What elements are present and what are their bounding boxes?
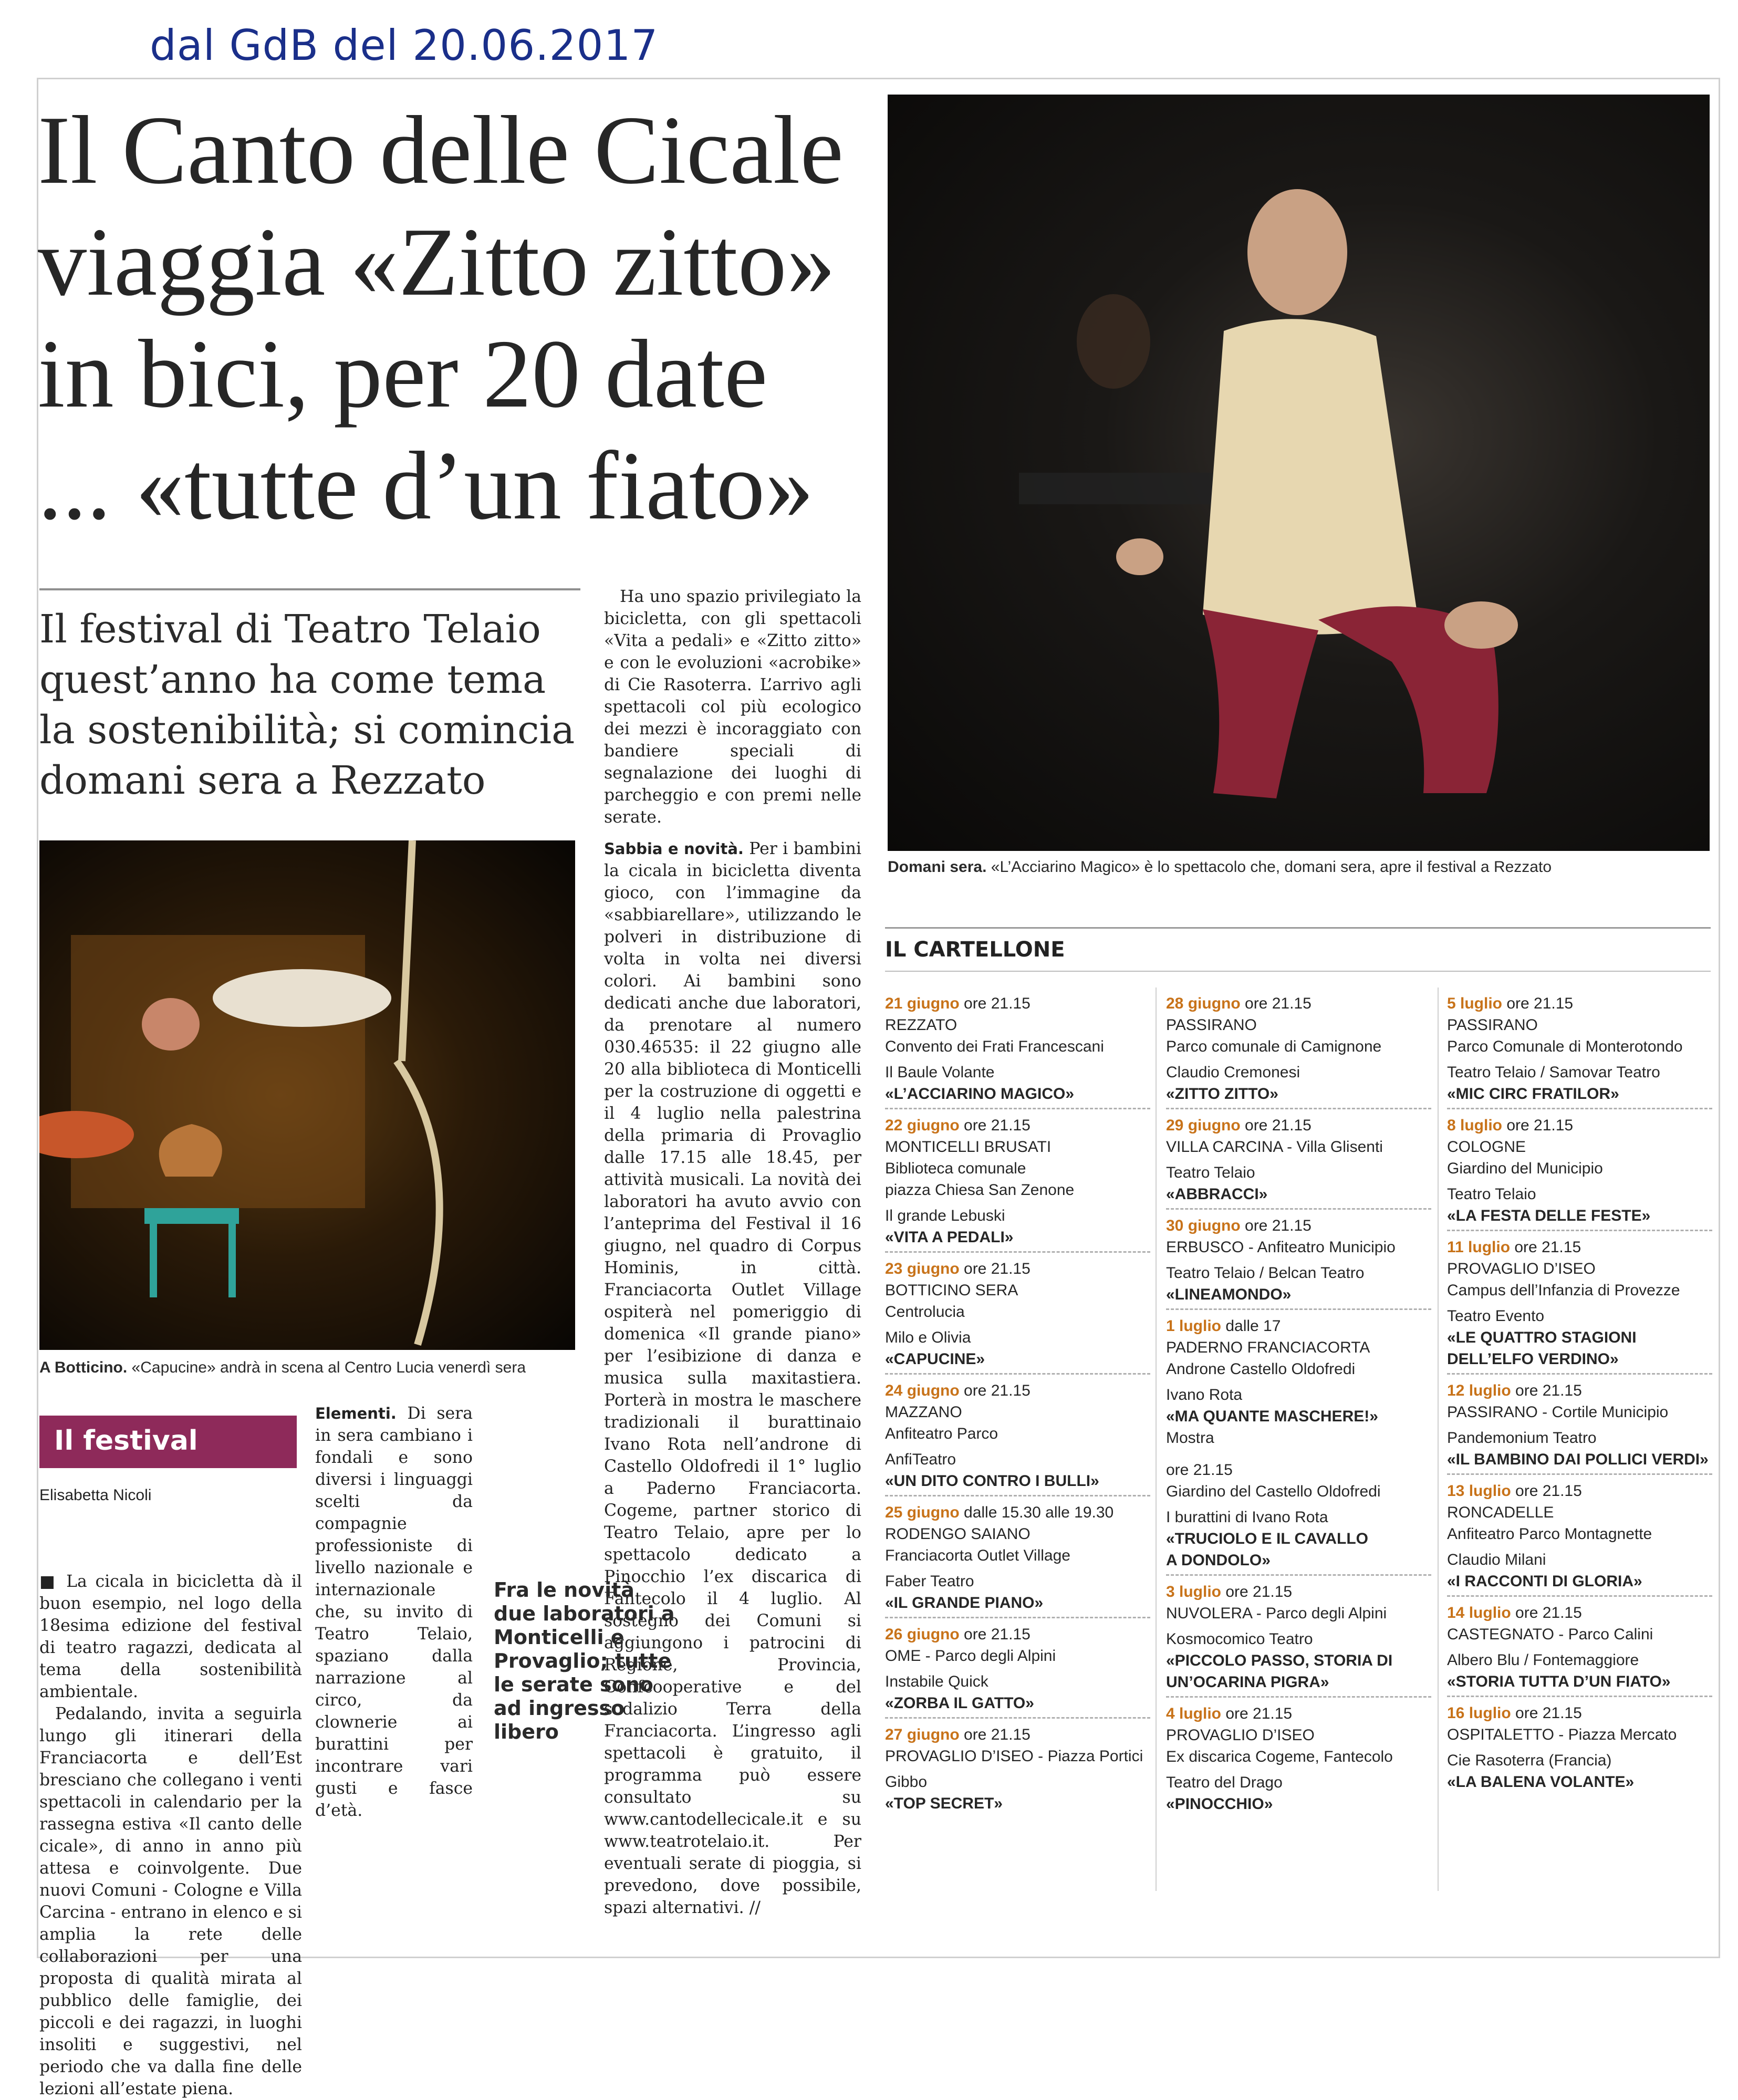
acrobat-photo <box>39 840 575 1350</box>
event-listing <box>1447 1115 1712 1231</box>
performer-photo-caption <box>888 857 1552 877</box>
event-listing <box>1447 1380 1712 1475</box>
acrobat-photo-illustration <box>39 840 575 1350</box>
event-show-title: A DONDOLO» <box>1166 1552 1271 1569</box>
event-venue: MONTICELLI BRUSATI <box>885 1138 1052 1156</box>
caption-text: «Capucine» andrà in scena al Centro Lucia venerdì sera <box>127 1359 526 1376</box>
event-company: Ivano Rota <box>1166 1386 1243 1404</box>
event-company: I burattini di Ivano Rota <box>1166 1509 1328 1526</box>
event-datetime <box>1166 1703 1431 1724</box>
event-date: 21 giugno <box>885 995 960 1012</box>
event-show-title: «I RACCONTI DI GLORIA» <box>1447 1573 1642 1590</box>
event-company: Claudio Cremonesi <box>1166 1064 1300 1081</box>
performer-photo-illustration <box>888 95 1710 851</box>
event-show-title: «MA QUANTE MASCHERE!» <box>1166 1408 1378 1425</box>
event-time: ore 21.15 <box>1511 1604 1582 1621</box>
event-listing <box>1447 993 1712 1109</box>
event-date: 28 giugno <box>1166 995 1241 1012</box>
event-datetime <box>885 1724 1150 1745</box>
event-venue: MAZZANO <box>885 1404 962 1421</box>
event-time: ore 21.15 <box>1511 1482 1582 1500</box>
event-date: 8 luglio <box>1447 1117 1502 1134</box>
event-listing <box>1166 1581 1431 1698</box>
event-show-title: «PICCOLO PASSO, STORIA DI <box>1166 1652 1393 1669</box>
event-show-title: «TOP SECRET» <box>885 1795 1003 1812</box>
paragraph: Ha uno spazio privilegiato la bicicletta, con gli spettacoli «Vita a pedali» e «Zitto zitto» e con le evoluzioni «acrobike» di Cie Rasoterra. L’arrivo agli spettacoli col più ecologico dei mezzi è incoraggiato con bandiere speciali di segnalazione dei luoghi di parcheggio e con premi nelle serate. <box>604 587 861 827</box>
event-datetime <box>1166 1581 1431 1603</box>
event-venue: Anfiteatro Parco <box>885 1425 998 1442</box>
event-venue: PROVAGLIO D’ISEO - Piazza Portici <box>885 1748 1143 1765</box>
event-datetime <box>1447 1380 1712 1401</box>
event-company: Teatro Telaio <box>1447 1186 1536 1203</box>
headline-line: ... «tutte d’un fiato» <box>38 432 814 540</box>
event-show-title: «ZITTO ZITTO» <box>1166 1085 1278 1103</box>
event-company: Gibbo <box>885 1773 928 1791</box>
event-venue: REZZATO <box>885 1016 958 1034</box>
event-datetime <box>885 1380 1150 1401</box>
event-venue: Androne Castello Oldofredi <box>1166 1360 1356 1378</box>
event-listing <box>885 993 1150 1109</box>
cartellone-title: IL CARTELLONE <box>885 938 1065 962</box>
subhead-rule <box>39 588 580 590</box>
event-venue: Giardino del Municipio <box>1447 1160 1603 1177</box>
event-time: ore 21.15 <box>1510 1239 1581 1256</box>
paragraph <box>604 838 861 1919</box>
event-show-title: «VITA A PEDALI» <box>885 1229 1014 1246</box>
event-listing <box>1447 1236 1712 1375</box>
event-show-title: «TRUCIOLO E IL CAVALLO <box>1166 1530 1369 1547</box>
event-date: 3 luglio <box>1166 1583 1221 1600</box>
event-listing <box>885 1624 1150 1719</box>
paragraph-text: Di sera in sera cambiano i fondali e sono diversi i linguaggi scelti da compagnie professioniste di livello nazionale e internazionale che, su invito di Teatro Telaio, spaziano dalla narrazione al circo, da clownerie ai burattini per incontrare vari gusti e fasce d’età. <box>315 1404 473 1820</box>
cartellone-rule-top <box>885 927 1711 929</box>
event-datetime <box>885 1624 1150 1645</box>
event-company: Instabile Quick <box>885 1673 988 1690</box>
event-venue: Franciacorta Outlet Village <box>885 1547 1070 1564</box>
event-time: ore 21.15 <box>959 1260 1031 1277</box>
headline-line: Il Canto delle Cicale <box>38 96 844 204</box>
event-time: ore 21.15 <box>1240 995 1312 1012</box>
event-company: Teatro del Drago <box>1166 1774 1283 1791</box>
event-datetime <box>885 1258 1150 1280</box>
event-datetime <box>1447 993 1712 1014</box>
event-venue: COLOGNE <box>1447 1138 1526 1156</box>
event-venue: Ex discarica Cogeme, Fantecolo <box>1166 1748 1393 1765</box>
caption-text: «L’Acciarino Magico» è lo spettacolo che, domani sera, apre il festival a Rezzato <box>986 858 1552 876</box>
event-date: 11 luglio <box>1447 1239 1511 1256</box>
performer-photo <box>888 95 1710 851</box>
section-label: Il festival <box>54 1425 198 1457</box>
event-listing <box>885 1724 1150 1817</box>
event-show-title: «PINOCCHIO» <box>1166 1795 1273 1813</box>
event-company: Teatro Telaio / Samovar Teatro <box>1447 1064 1660 1081</box>
event-venue: Anfiteatro Parco Montagnette <box>1447 1525 1652 1543</box>
article-column-2 <box>315 1402 473 1822</box>
event-date: 29 giugno <box>1166 1117 1241 1134</box>
event-show-title: «ZORBA IL GATTO» <box>885 1694 1034 1712</box>
event-time: ore 21.15 <box>1240 1117 1312 1134</box>
event-listing <box>1166 993 1431 1109</box>
event-show-title: UN’OCARINA PIGRA» <box>1166 1673 1329 1691</box>
event-time: ore 21.15 <box>1221 1705 1293 1722</box>
event-date: 14 luglio <box>1447 1604 1511 1621</box>
event-date: 13 luglio <box>1447 1482 1511 1500</box>
event-company: Faber Teatro <box>885 1573 974 1590</box>
paragraph: ■ La cicala in bicicletta dà il buon esempio, nel logo della 18esima edizione del festival di teatro ragazzi, dedicata al tema della sostenibilità ambientale. <box>39 1572 302 1701</box>
event-show-title: «CAPUCINE» <box>885 1350 985 1368</box>
event-date: 5 luglio <box>1447 995 1502 1012</box>
page-frame-right <box>1719 78 1720 1958</box>
paragraph: Pedalando, invita a seguirla lungo gli itinerari della Franciacorta e dell’Est bresciano che collegano i venti spettacoli in calendario per la rassegna estiva «Il canto delle cicale», di anno in anno più attesa e coinvolgente. Due nuovi Comuni - Cologne e Villa Carcina - entrano in elenco e si amplia la rete delle collaborazioni per una proposta di qualità mirata al pubblico delle famiglie, dei piccoli e dei ragazzi, in luoghi insoliti e suggestivi, nel periodo che va dalla fine delle lezioni all’estate piena. <box>39 1704 302 2098</box>
column-divider <box>1156 987 1157 1891</box>
event-extra <box>1166 1449 1431 1459</box>
event-datetime <box>1447 1602 1712 1624</box>
event-venue: Parco comunale di Camignone <box>1166 1038 1382 1055</box>
byline: Elisabetta Nicoli <box>39 1486 152 1504</box>
page-frame-top <box>37 78 1720 79</box>
event-company: Cie Rasoterra (Francia) <box>1447 1752 1612 1769</box>
event-company: Pandemonium Teatro <box>1447 1429 1597 1447</box>
event-extra: ore 21.15 <box>1166 1461 1233 1479</box>
event-show-title: «ABBRACCI» <box>1166 1186 1268 1203</box>
event-show-title: «LA BALENA VOLANTE» <box>1447 1773 1635 1791</box>
event-show-title: «LINEAMONDO» <box>1166 1286 1292 1303</box>
event-venue: OSPITALETTO - Piazza Mercato <box>1447 1726 1677 1743</box>
event-datetime <box>885 1502 1150 1523</box>
event-company: Albero Blu / Fontemaggiore <box>1447 1651 1639 1669</box>
event-company: AnfiTeatro <box>885 1451 956 1468</box>
event-show-title: «MIC CIRC FRATILOR» <box>1447 1085 1619 1103</box>
column-divider <box>1438 987 1439 1891</box>
event-show-title: «LE QUATTRO STAGIONI <box>1447 1329 1637 1346</box>
event-datetime <box>1447 1115 1712 1136</box>
event-company: Kosmocomico Teatro <box>1166 1630 1313 1648</box>
event-date: 1 luglio <box>1166 1317 1221 1335</box>
event-show-title: «UN DITO CONTRO I BULLI» <box>885 1472 1099 1490</box>
event-venue: Campus dell’Infanzia di Provezze <box>1447 1282 1680 1299</box>
caption-lead: Domani sera. <box>888 858 987 876</box>
event-time: ore 21.15 <box>959 995 1031 1012</box>
event-listing <box>1166 1703 1431 1818</box>
event-listing <box>885 1502 1150 1618</box>
event-datetime <box>885 1115 1150 1136</box>
event-extra: Mostra <box>1166 1429 1214 1447</box>
event-venue: PASSIRANO <box>1447 1016 1538 1034</box>
event-venue: CASTEGNATO - Parco Calini <box>1447 1626 1653 1643</box>
section-label-box <box>39 1416 297 1468</box>
subheading: Sabbia e novità. <box>604 840 744 858</box>
event-listing <box>1166 1315 1431 1576</box>
event-show-title: «LA FESTA DELLE FESTE» <box>1447 1207 1651 1224</box>
event-listing <box>885 1380 1150 1496</box>
event-venue: NUVOLERA - Parco degli Alpini <box>1166 1605 1387 1622</box>
event-venue: piazza Chiesa San Zenone <box>885 1181 1075 1199</box>
event-company: Claudio Milani <box>1447 1551 1546 1568</box>
event-listing <box>1447 1480 1712 1597</box>
event-listing <box>1166 1115 1431 1210</box>
event-time: ore 21.15 <box>959 1626 1031 1643</box>
event-venue: Centrolucia <box>885 1303 965 1321</box>
headline <box>38 95 857 542</box>
event-venue: BOTTICINO SERA <box>885 1282 1018 1299</box>
event-datetime <box>1166 1215 1431 1236</box>
event-venue: Convento dei Frati Francescani <box>885 1038 1104 1055</box>
cartellone-column-2 <box>1166 993 1431 1823</box>
event-listing <box>885 1115 1150 1253</box>
event-listing <box>1447 1702 1712 1796</box>
event-listing <box>885 1258 1150 1375</box>
event-time: dalle 17 <box>1221 1317 1281 1335</box>
paragraph-text: Per i bambini la cicala in bicicletta diventa gioco, con l’immagine da «sabbiarellare», utilizzando le polveri in distribuzione di volta in volta nei diversi colori. Ai bambini sono dedicati anche due laboratori, da prenotare al numero 030.46535: il 22 giugno alle 20 alla biblioteca di Monticelli per la costruzione di oggetti e il 4 luglio nella palestrina della primaria di Provaglio dalle 17.15 alle 18.45, per attività musicali. La novità dei laboratori ha avuto avvio con l’anteprima del Festival il 16 giugno, nel quadro di Corpus Hominis, in città. Franciacorta Outlet Village ospiterà nel pomeriggio di domenica «Il grande piano» per l’esibizione di danza e musica sulla maxitastiera. Porterà in mostra le maschere tradizionali il burattinaio Ivano Rota nell’androne di Castello Oldofredi il 1° luglio a Paderno Franciacorta. Cogeme, partner storico di Teatro Telaio, apre per lo spettacolo dedicato a Pinocchio l’ex discarica di Fantecolo il 4 luglio. Al sostegno dei Comuni si aggiungono i patrocini di Regione, Provincia, Confcooperative e del sodalizio Terra della Franciacorta. L’ingresso agli spettacoli è gratuito, il programma può essere consultato su www.cantodellecicale.it e su www.teatrotelaio.it. Per eventuali serate di pioggia, si prevedono, dove possibile, spazi alternativi. // <box>604 839 861 1917</box>
event-date: 30 giugno <box>1166 1217 1241 1234</box>
event-venue: Parco Comunale di Monterotondo <box>1447 1038 1683 1055</box>
event-company: Teatro Telaio / Belcan Teatro <box>1166 1264 1365 1282</box>
event-time: ore 21.15 <box>1502 995 1574 1012</box>
event-time: ore 21.15 <box>959 1382 1031 1399</box>
event-datetime <box>1447 1702 1712 1724</box>
event-venue: VILLA CARCINA - Villa Glisenti <box>1166 1138 1383 1156</box>
event-time: ore 21.15 <box>1221 1583 1293 1600</box>
event-date: 16 luglio <box>1447 1704 1511 1722</box>
event-time: ore 21.15 <box>959 1117 1031 1134</box>
event-venue: PASSIRANO <box>1166 1016 1257 1034</box>
event-time: ore 21.15 <box>959 1726 1031 1743</box>
event-venue: OME - Parco degli Alpini <box>885 1647 1056 1665</box>
source-tag: dal GdB del 20.06.2017 <box>150 21 659 70</box>
event-datetime <box>1166 1315 1431 1337</box>
event-date: 23 giugno <box>885 1260 960 1277</box>
event-venue: PADERNO FRANCIACORTA <box>1166 1339 1370 1356</box>
cartellone-column-1 <box>885 993 1150 1823</box>
event-datetime <box>885 993 1150 1014</box>
event-datetime <box>1447 1236 1712 1258</box>
event-venue: ERBUSCO - Anfiteatro Municipio <box>1166 1239 1396 1256</box>
event-datetime <box>1447 1480 1712 1502</box>
event-date: 26 giugno <box>885 1626 960 1643</box>
event-venue: PROVAGLIO D’ISEO <box>1166 1727 1315 1744</box>
event-show-title: «IL BAMBINO DAI POLLICI VERDI» <box>1447 1451 1709 1468</box>
event-time: ore 21.15 <box>1502 1117 1574 1134</box>
event-venue: RODENGO SAIANO <box>885 1525 1031 1543</box>
event-venue: PASSIRANO - Cortile Municipio <box>1447 1404 1669 1421</box>
event-date: 4 luglio <box>1166 1705 1221 1722</box>
event-extra: Giardino del Castello Oldofredi <box>1166 1483 1381 1500</box>
event-datetime <box>1166 993 1431 1014</box>
acrobat-photo-caption <box>39 1358 526 1378</box>
event-venue: PROVAGLIO D’ISEO <box>1447 1260 1596 1277</box>
pull-quote: Fra le novità due laboratori a Monticelli e Provaglio; tutte le serate sono ad ingresso libero <box>494 1578 675 1743</box>
cartellone-rule <box>885 971 1711 972</box>
event-date: 12 luglio <box>1447 1382 1511 1399</box>
event-venue: Biblioteca comunale <box>885 1160 1026 1177</box>
article-column-1 <box>39 1571 302 2100</box>
event-show-title: DELL’ELFO VERDINO» <box>1447 1350 1619 1368</box>
caption-lead: A Botticino. <box>39 1359 128 1376</box>
event-show-title: «STORIA TUTTA D’UN FIATO» <box>1447 1673 1671 1690</box>
event-listing <box>1447 1602 1712 1697</box>
event-date: 25 giugno <box>885 1504 960 1521</box>
subhead: Il festival di Teatro Telaio quest’anno ha come tema la sostenibilità; si comincia domani sera a Rezzato <box>39 607 575 803</box>
event-listing <box>1166 1215 1431 1310</box>
event-company: Teatro Evento <box>1447 1307 1545 1325</box>
event-company: Teatro Telaio <box>1166 1164 1255 1181</box>
event-show-title: «IL GRANDE PIANO» <box>885 1594 1044 1612</box>
event-date: 22 giugno <box>885 1117 960 1134</box>
event-company: Il grande Lebuski <box>885 1207 1005 1224</box>
event-show-title: «L’ACCIARINO MAGICO» <box>885 1085 1075 1103</box>
event-datetime <box>1166 1115 1431 1136</box>
event-time: dalle 15.30 alle 19.30 <box>959 1504 1114 1521</box>
event-company: Il Baule Volante <box>885 1064 995 1081</box>
paragraph <box>315 1402 473 1822</box>
event-time: ore 21.15 <box>1240 1217 1312 1234</box>
headline-line: viaggia «Zitto zitto» <box>38 208 836 316</box>
event-time: ore 21.15 <box>1511 1382 1582 1399</box>
subheading: Elementi. <box>315 1405 397 1422</box>
event-date: 24 giugno <box>885 1382 960 1399</box>
event-date: 27 giugno <box>885 1726 960 1743</box>
cartellone-column-3 <box>1447 993 1712 1801</box>
event-time: ore 21.15 <box>1511 1704 1582 1722</box>
headline-line: in bici, per 20 date <box>38 320 768 428</box>
event-company: Milo e Olivia <box>885 1329 971 1346</box>
event-venue: RONCADELLE <box>1447 1504 1554 1521</box>
